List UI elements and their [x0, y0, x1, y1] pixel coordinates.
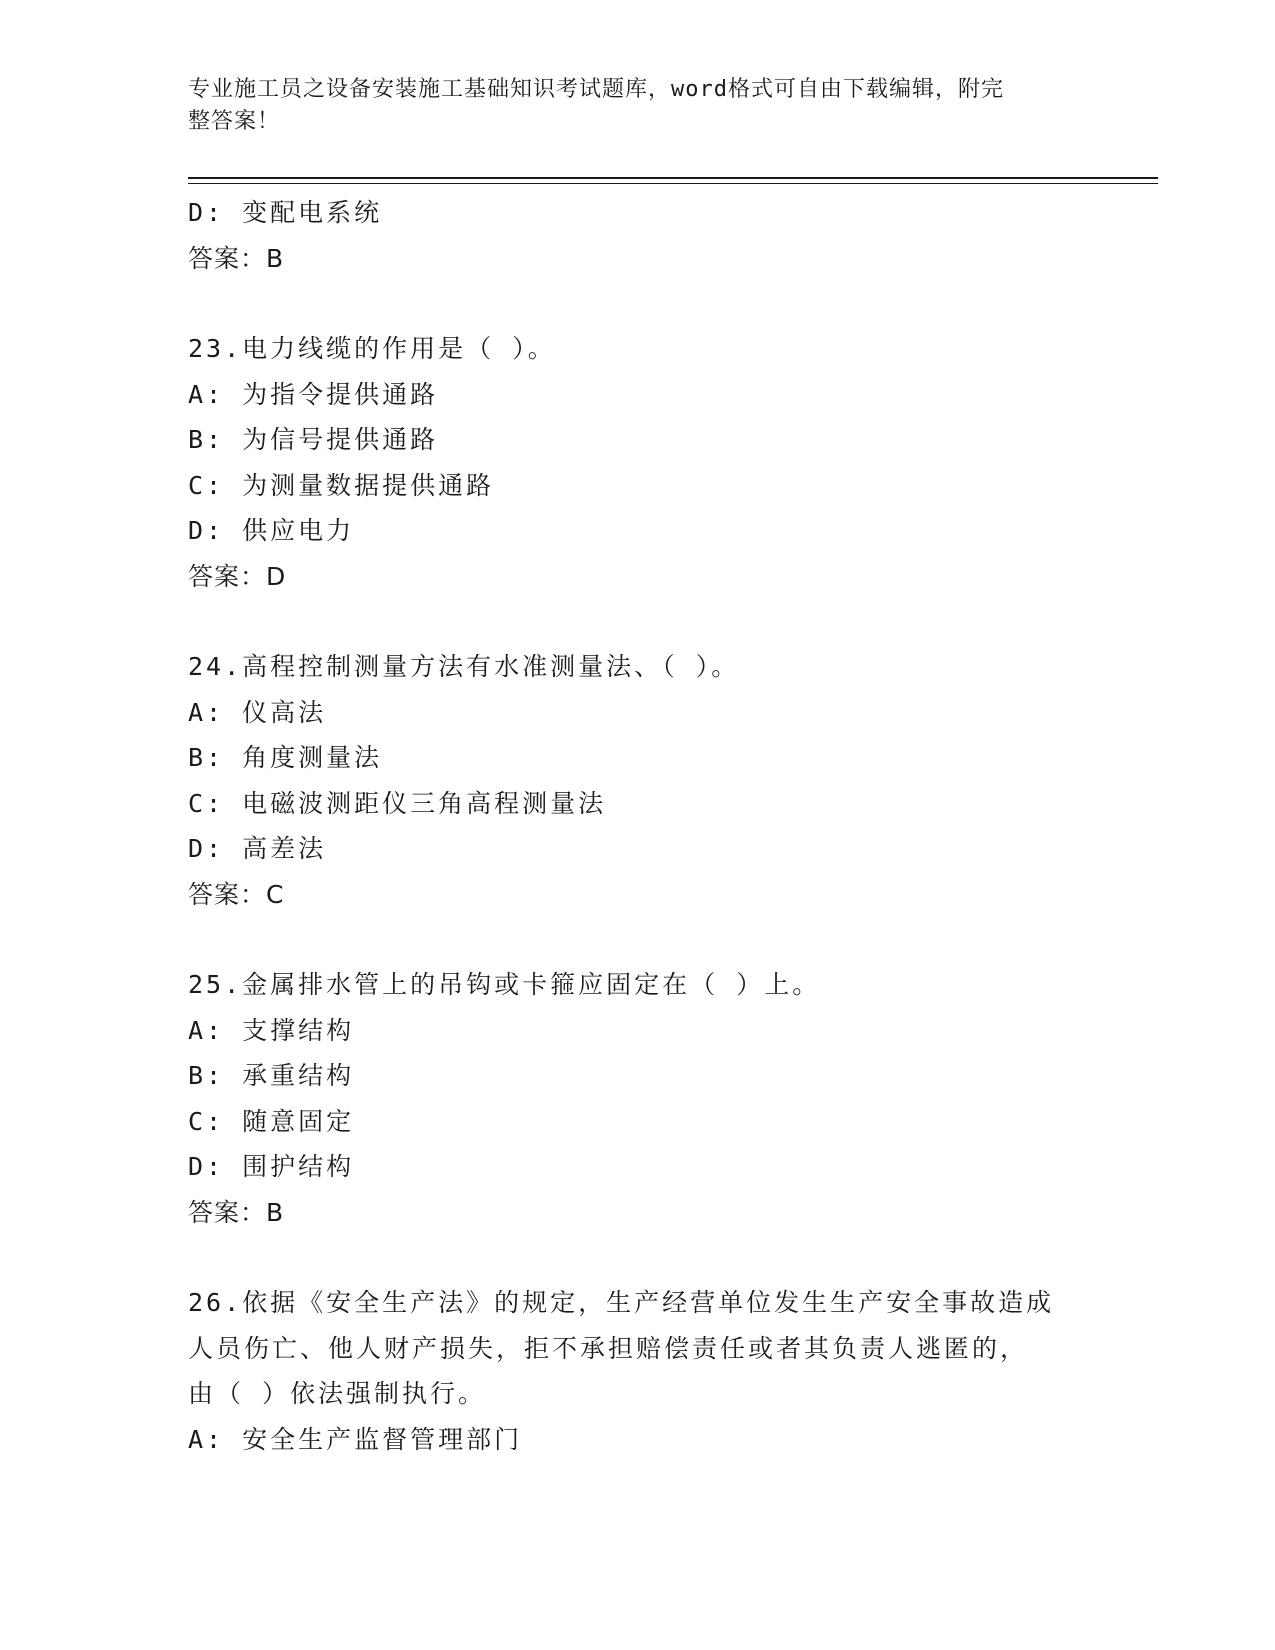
- option-d: D: 供应电力: [188, 516, 355, 545]
- document-header: [188, 74, 1088, 138]
- header-divider-thick: [188, 177, 1158, 179]
- answer: 答案：C: [188, 879, 285, 909]
- answer: 答案：B: [188, 1197, 285, 1227]
- option-d: D: 高差法: [188, 834, 327, 863]
- prev-option-d: D: 变配电系统: [188, 198, 383, 227]
- question-block-23: [188, 326, 1088, 599]
- option-a: A: 安全生产监督管理部门: [188, 1424, 523, 1454]
- prev-answer: 答案：B: [188, 243, 285, 273]
- question-stem-line-2: 人员伤亡、他人财产损失，拒不承担赔偿责任或者其负责人逃匿的，: [188, 1333, 1029, 1363]
- spacer: [188, 917, 1088, 962]
- question-stem-line-3: 由（ ）依法强制执行。: [188, 1379, 487, 1408]
- option-a: A: 为指令提供通路: [188, 379, 439, 409]
- question-block-24: [188, 644, 1088, 917]
- option-a: A: 仪高法: [188, 697, 327, 727]
- option-c: C: 为测量数据提供通路: [188, 470, 495, 500]
- option-b: B: 角度测量法: [188, 743, 383, 772]
- option-d: D: 围护结构: [188, 1152, 355, 1181]
- spacer: [188, 281, 1088, 326]
- header-title-line-2: 整答案！: [188, 109, 281, 134]
- option-b: B: 为信号提供通路: [188, 425, 439, 454]
- question-stem: 25.金属排水管上的吊钩或卡箍应固定在（ ）上。: [188, 970, 821, 999]
- question-block-25: [188, 962, 1088, 1235]
- option-b: B: 承重结构: [188, 1061, 355, 1090]
- question-block-26: [188, 1280, 1088, 1462]
- header-title-line-1: 专业施工员之设备安装施工基础知识考试题库，word格式可自由下载编辑，附完: [188, 77, 1004, 102]
- spacer: [188, 1235, 1088, 1280]
- option-a: A: 支撑结构: [188, 1015, 355, 1045]
- answer: 答案：D: [188, 561, 287, 591]
- header-divider-thin: [188, 183, 1158, 184]
- document-body: [188, 190, 1088, 1462]
- option-c: C: 电磁波测距仪三角高程测量法: [188, 788, 607, 818]
- question-stem-line-1: 26.依据《安全生产法》的规定，生产经营单位发生生产安全事故造成: [188, 1288, 1055, 1317]
- question-stem: 24.高程控制测量方法有水准测量法、（ ）。: [188, 652, 740, 681]
- spacer: [188, 599, 1088, 644]
- option-c: C: 随意固定: [188, 1106, 355, 1136]
- question-stem: 23.电力线缆的作用是（ ）。: [188, 334, 556, 363]
